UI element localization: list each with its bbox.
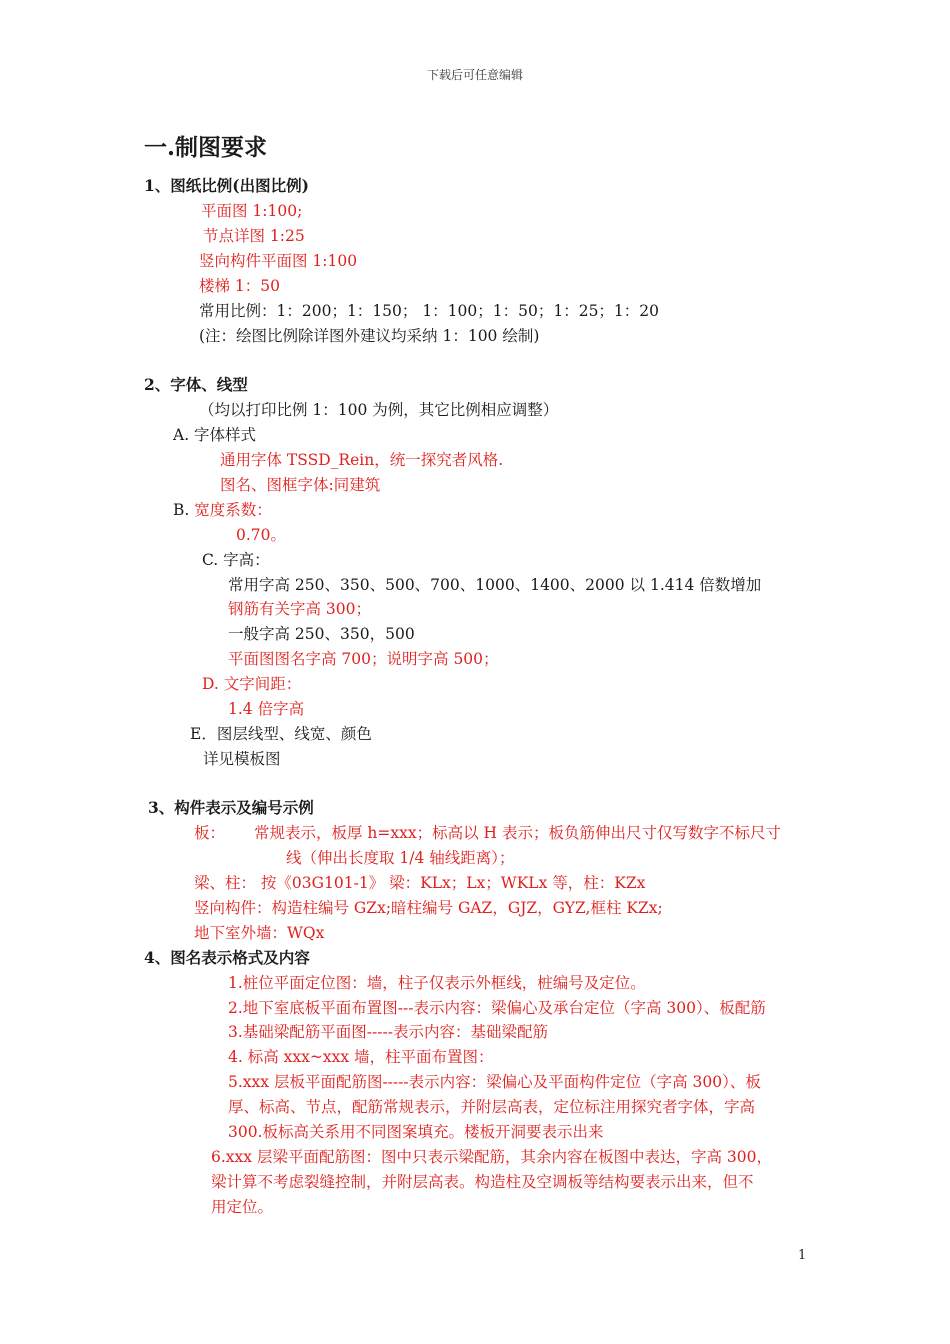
scale-detail: 节点详图 1:25 [203,227,305,245]
font-style-label: A. 字体样式 [173,426,257,444]
drawing-item-2: 2.地下室底板平面布置图---表示内容：梁偏心及承台定位（字高 300）、板配筋 [228,999,766,1017]
drawing-item-6: 6.xxx 层梁平面配筋图：图中只表示梁配筋，其余内容在板图中表达，字高 300， [211,1148,772,1166]
text-height-general: 一般字高 250、350，500 [228,625,415,643]
layer-detail: 详见模板图 [203,750,281,768]
width-factor-value: 0.70。 [236,526,287,544]
scale-common: 常用比例：1：200；1：150； 1：100；1：50；1：25；1：20 [199,302,660,320]
section-4-heading: 4、图名表示格式及内容 [144,948,310,967]
drawing-item-5-cont: 厚、标高、节点，配筋常规表示，并附层高表，定位标注用探究者字体，字高 [228,1098,756,1116]
width-factor-label [173,500,272,520]
section-1-heading: 1、图纸比例(出图比例) [144,176,309,195]
document-title: 一.制图要求 [144,134,268,161]
slab-text-cont: 线（伸出长度取 1/4 轴线距离）； [286,849,515,867]
text-height-plan: 平面图图名字高 700；说明字高 500； [228,650,499,668]
vertical-members: 竖向构件：构造柱编号 GZx;暗柱编号 GAZ，GJZ，GYZ,框柱 KZx; [194,899,663,917]
drawing-item-6-cont: 梁计算不考虑裂缝控制，并附层高表。构造柱及空调板等结构要表示出来，但不 [211,1173,754,1191]
layer-label: E．图层线型、线宽、颜色 [190,725,372,743]
beam-column: 梁、柱： 按《03G101-1》 梁：KLx；Lx；WKLx 等，柱：KZx [194,874,646,892]
drawing-item-1: 1.桩位平面定位图：墙，柱子仅表示外框线，桩编号及定位。 [228,974,646,992]
slab-text: 常规表示，板厚 h=xxx；标高以 H 表示；板负筋伸出尺寸仅写数字不标尺寸 [254,824,781,842]
slab-label: 板： [194,824,226,842]
scale-plan: 平面图 1:100; [201,202,303,220]
text-height-common: 常用字高 250、350、500、700、1000、1400、2000 以 1.414 倍数增加 [228,576,762,594]
font-general: 通用字体 TSSD_Rein，统一探究者风格. [220,451,504,469]
page-number: 1 [798,1248,807,1263]
text-height-label: C. 字高： [202,551,270,569]
drawing-item-4: 4. 标高 xxx~xxx 墙，柱平面布置图： [228,1048,494,1066]
width-factor-prefix: B. [173,501,190,519]
drawing-item-5: 5.xxx 层板平面配筋图-----表示内容：梁偏心及平面构件定位（字高 300）、板 [228,1073,761,1091]
page-header: 下载后可任意编辑 [426,68,523,82]
font-intro: （均以打印比例 1：100 为例，其它比例相应调整） [199,401,559,419]
basement-wall: 地下室外墙：WQx [194,924,325,942]
section-2-heading: 2、字体、线型 [144,375,248,394]
scale-vertical: 竖向构件平面图 1:100 [199,252,358,270]
scale-stair: 楼梯 1：50 [199,277,281,295]
text-spacing-value: 1.4 倍字高 [228,700,305,718]
drawing-item-3: 3.基础梁配筋平面图-----表示内容：基础梁配筋 [228,1023,548,1041]
drawing-item-5-cont2: 300.板标高关系用不同图案填充。楼板开洞要表示出来 [228,1123,604,1141]
section-3-heading: 3、构件表示及编号示例 [148,798,314,817]
width-factor-text: 宽度系数： [194,501,272,519]
scale-note: (注：绘图比例除详图外建议均采纳 1：100 绘制) [199,327,540,345]
drawing-item-6-cont2: 用定位。 [211,1198,274,1216]
text-height-rebar: 钢筋有关字高 300； [228,600,372,618]
text-spacing-label: D. 文字间距： [202,675,302,693]
font-title: 图名、图框字体:同建筑 [220,476,381,494]
